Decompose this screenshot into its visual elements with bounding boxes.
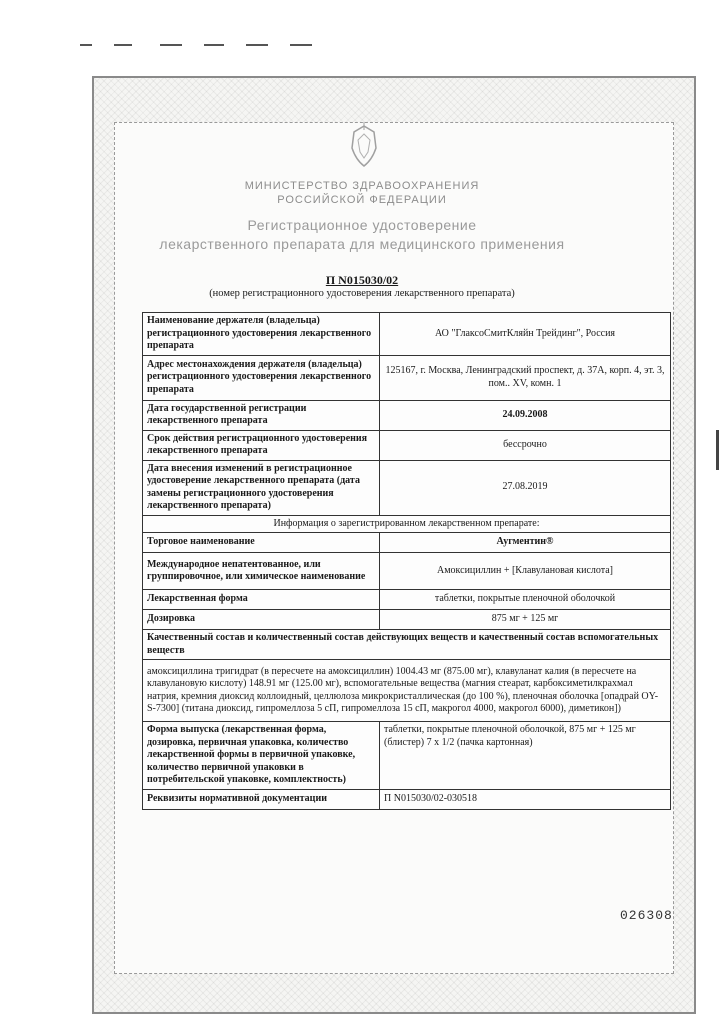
table-row [143, 630, 671, 660]
holder-address-value: 125167, г. Москва, Ленинградский проспект, д. 37А, корп. 4, эт. 3, пом.. XV, комн. 1 [380, 355, 671, 400]
inn-value: Амоксициллин + [Клавулановая кислота] [380, 553, 671, 590]
table-row [143, 355, 671, 400]
coat-of-arms-icon [346, 122, 382, 170]
registration-date-value: 24.09.2008 [380, 400, 671, 430]
table-row [143, 533, 671, 553]
form-serial-number: 026308 [620, 908, 673, 923]
ministry-line-2: РОССИЙСКОЙ ФЕДЕРАЦИИ [277, 194, 447, 206]
registration-table [142, 312, 671, 810]
table-row [143, 660, 671, 722]
normative-label: Реквизиты нормативной документации [143, 789, 380, 809]
composition-header: Качественный состав и количественный состав действующих веществ и качественный состав вспомогательных веществ [143, 630, 671, 660]
inn-label: Международное непатентованное, или группировочное, или химическое наименование [143, 553, 380, 590]
table-row [143, 610, 671, 630]
table-row [143, 430, 671, 460]
normative-value: П N015030/02-030518 [380, 789, 671, 809]
certificate-title-line-2: лекарственного препарата для медицинского применения [159, 236, 565, 252]
registration-date-label: Дата государственной регистрации лекарственного препарата [143, 400, 380, 430]
validity-value: бессрочно [380, 430, 671, 460]
holder-name-value: АО "ГлаксоСмитКляйн Трейдинг", Россия [380, 313, 671, 356]
trade-name-label: Торговое наименование [143, 533, 380, 553]
dosage-form-value: таблетки, покрытые пленочной оболочкой [380, 590, 671, 610]
registration-number-caption: (номер регистрационного удостоверения лекарственного препарата) [209, 288, 515, 299]
change-date-value: 27.08.2019 [380, 460, 671, 515]
table-row [143, 722, 671, 790]
table-row [143, 313, 671, 356]
ministry-line-1: МИНИСТЕРСТВО ЗДРАВООХРАНЕНИЯ [244, 180, 480, 192]
table-row [143, 553, 671, 590]
table-row [143, 460, 671, 515]
dosage-form-label: Лекарственная форма [143, 590, 380, 610]
change-date-label: Дата внесения изменений в регистрационное удостоверение лекарственного препарата (дата замены регистрационного удостоверения лекарственного препарата) [143, 460, 380, 515]
scan-edge-mark [716, 430, 719, 470]
table-row [143, 590, 671, 610]
table-row [143, 400, 671, 430]
info-header: Информация о зарегистрированном лекарственном препарате: [143, 515, 671, 533]
holder-address-label: Адрес местонахождения держателя (владельца) регистрационного удостоверения лекарственного препарата [143, 355, 380, 400]
dosage-label: Дозировка [143, 610, 380, 630]
registration-number: П N015030/02 [325, 273, 399, 287]
holder-name-label: Наименование держателя (владельца) регистрационного удостоверения лекарственного препарата [143, 313, 380, 356]
scan-marks [80, 44, 340, 48]
composition-text: амоксициллина тригидрат (в пересчете на амоксициллин) 1004.43 мг (875.00 мг), клавуланат калия (в пересчете на клавулановую кислоту) 148.91 мг (125.00 мг), вспомогательные вещества (магния стеарат, карбоксиметилкрахмал натрия, кремния диоксид коллоидный, целлюлоза микрокристаллическая (до 100 %), пленочная оболочка [опадрай OY-S-7300] (титана диоксид, гипромеллоза 5 сП, гипромеллоза 15 сП, макрогол 4000, макрогол 6000), диметикон]) [143, 660, 671, 722]
table-row [143, 789, 671, 809]
release-form-label: Форма выпуска (лекарственная форма, дозировка, первичная упаковка, количество лекарственной формы в первичной упаковке, количество первичной упаковки в потребительской упаковке, комплектность) [143, 722, 380, 790]
trade-name-value: Аугментин® [380, 533, 671, 553]
dosage-value: 875 мг + 125 мг [380, 610, 671, 630]
certificate-title-line-1: Регистрационное удостоверение [247, 217, 477, 233]
validity-label: Срок действия регистрационного удостоверения лекарственного препарата [143, 430, 380, 460]
release-form-value: таблетки, покрытые пленочной оболочкой, 875 мг + 125 мг (блистер) 7 х 1/2 (пачка картонная) [380, 722, 671, 790]
table-row [143, 515, 671, 533]
